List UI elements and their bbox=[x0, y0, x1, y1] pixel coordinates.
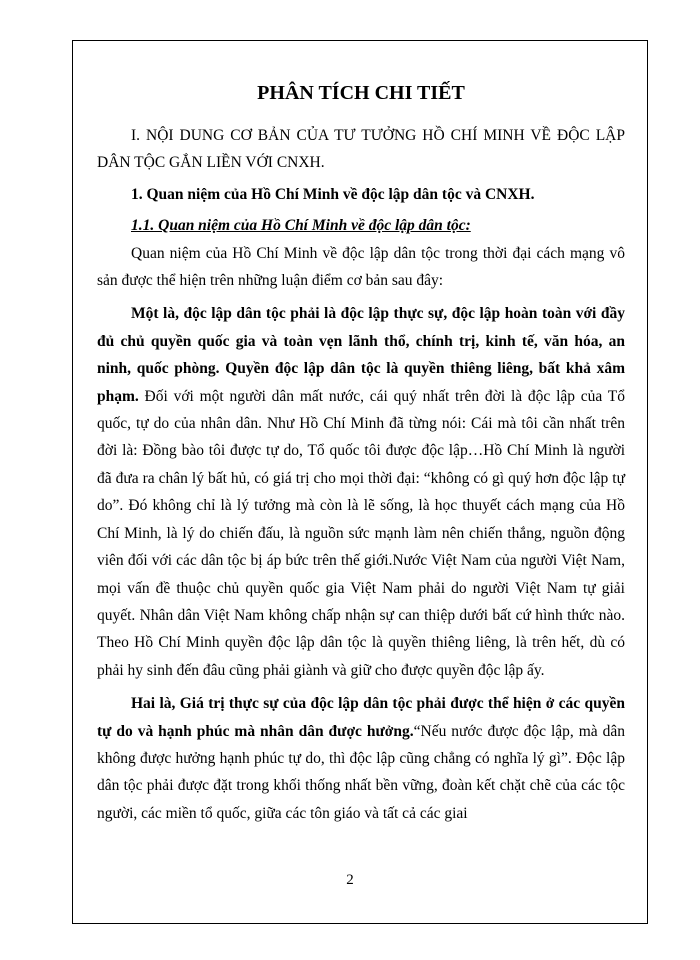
page-number: 2 bbox=[346, 872, 354, 888]
section-heading: I. NỘI DUNG CƠ BẢN CỦA TƯ TƯỞNG HỒ CHÍ MINH VỀ ĐỘC LẬP DÂN TỘC GẮN LIỀN VỚI CNXH. bbox=[97, 127, 625, 172]
paragraph-two bbox=[97, 690, 625, 827]
intro-paragraph: Quan niệm của Hồ Chí Minh về độc lập dân tộc trong thời đại cách mạng vô sản được thể hiện trên những luận điểm cơ bản sau đây: bbox=[97, 244, 625, 290]
subsubsection-heading-wrapper bbox=[97, 212, 625, 239]
document-body bbox=[97, 78, 625, 833]
paragraph-two-body: “Nếu nước được độc lập, mà dân không được hưởng hạnh phúc tự do, thì độc lập cũng chẳng có nghĩa lý gì”. Độc lập dân tộc phải được đặt trong khối thống nhất bền vững, đoàn kết chặt chẽ của các tộc người, các miền tổ quốc, giữa các tôn giáo và tất cả các giai bbox=[97, 722, 625, 822]
paragraph-one-body: Đối với một người dân mất nước, cái quý nhất trên đời là độc lập của Tổ quốc, tự do của nhân dân. Như Hồ Chí Minh đã từng nói: Cái mà tôi cần nhất trên đời là: Đồng bào tôi được tự do, Tổ quốc tôi được độc lập…Hồ Chí Minh là người đã đưa ra chân lý bất hủ, có giá trị cho mọi thời đại: “không có gì quý hơn độc lập tự do”. Đó không chỉ là lý tưởng mà còn là lẽ sống, là học thuyết cách mạng của Hồ Chí Minh, là lý do chiến đấu, là nguồn sức mạnh làm nên chiến thắng, nguồn động viên đối với các dân tộc bị áp bức trên thế giới.Nước Việt Nam của người Việt Nam, mọi vấn đề thuộc chủ quyền quốc gia Việt Nam phải do người Việt Nam tự giải quyết. Nhân dân Việt Nam không chấp nhận sự can thiệp dưới bất cứ hình thức nào. Theo Hồ Chí Minh quyền độc lập dân tộc là quyền thiêng liêng, là trên hết, dù có phải hy sinh đến đâu cũng phải giành và giữ cho được quyền độc lập ấy. bbox=[97, 387, 625, 679]
document-title: PHÂN TÍCH CHI TIẾT bbox=[257, 82, 465, 104]
paragraph-one-lead: Một là, độc lập dân tộc phải là độc lập thực sự, độc lập hoàn toàn với đầy đủ chủ quyền quốc gia và toàn vẹn lãnh thổ, chính trị, kinh tế, văn hóa, an ninh, quốc phòng. Quyền độc lập dân tộc là quyền thiêng liêng, bất khả xâm phạm. bbox=[97, 305, 625, 405]
paragraph-one bbox=[97, 300, 625, 684]
subsection-heading: 1. Quan niệm của Hồ Chí Minh về độc lập dân tộc và CNXH. bbox=[131, 185, 535, 203]
paragraph-two-lead: Hai là, Giá trị thực sự của độc lập dân tộc phải được thể hiện ở các quyền tự do và hạnh phúc mà nhân dân được hưởng. bbox=[97, 695, 625, 740]
subsubsection-heading: 1.1. Quan niệm của Hồ Chí Minh về độc lập dân tộc: bbox=[131, 217, 471, 235]
